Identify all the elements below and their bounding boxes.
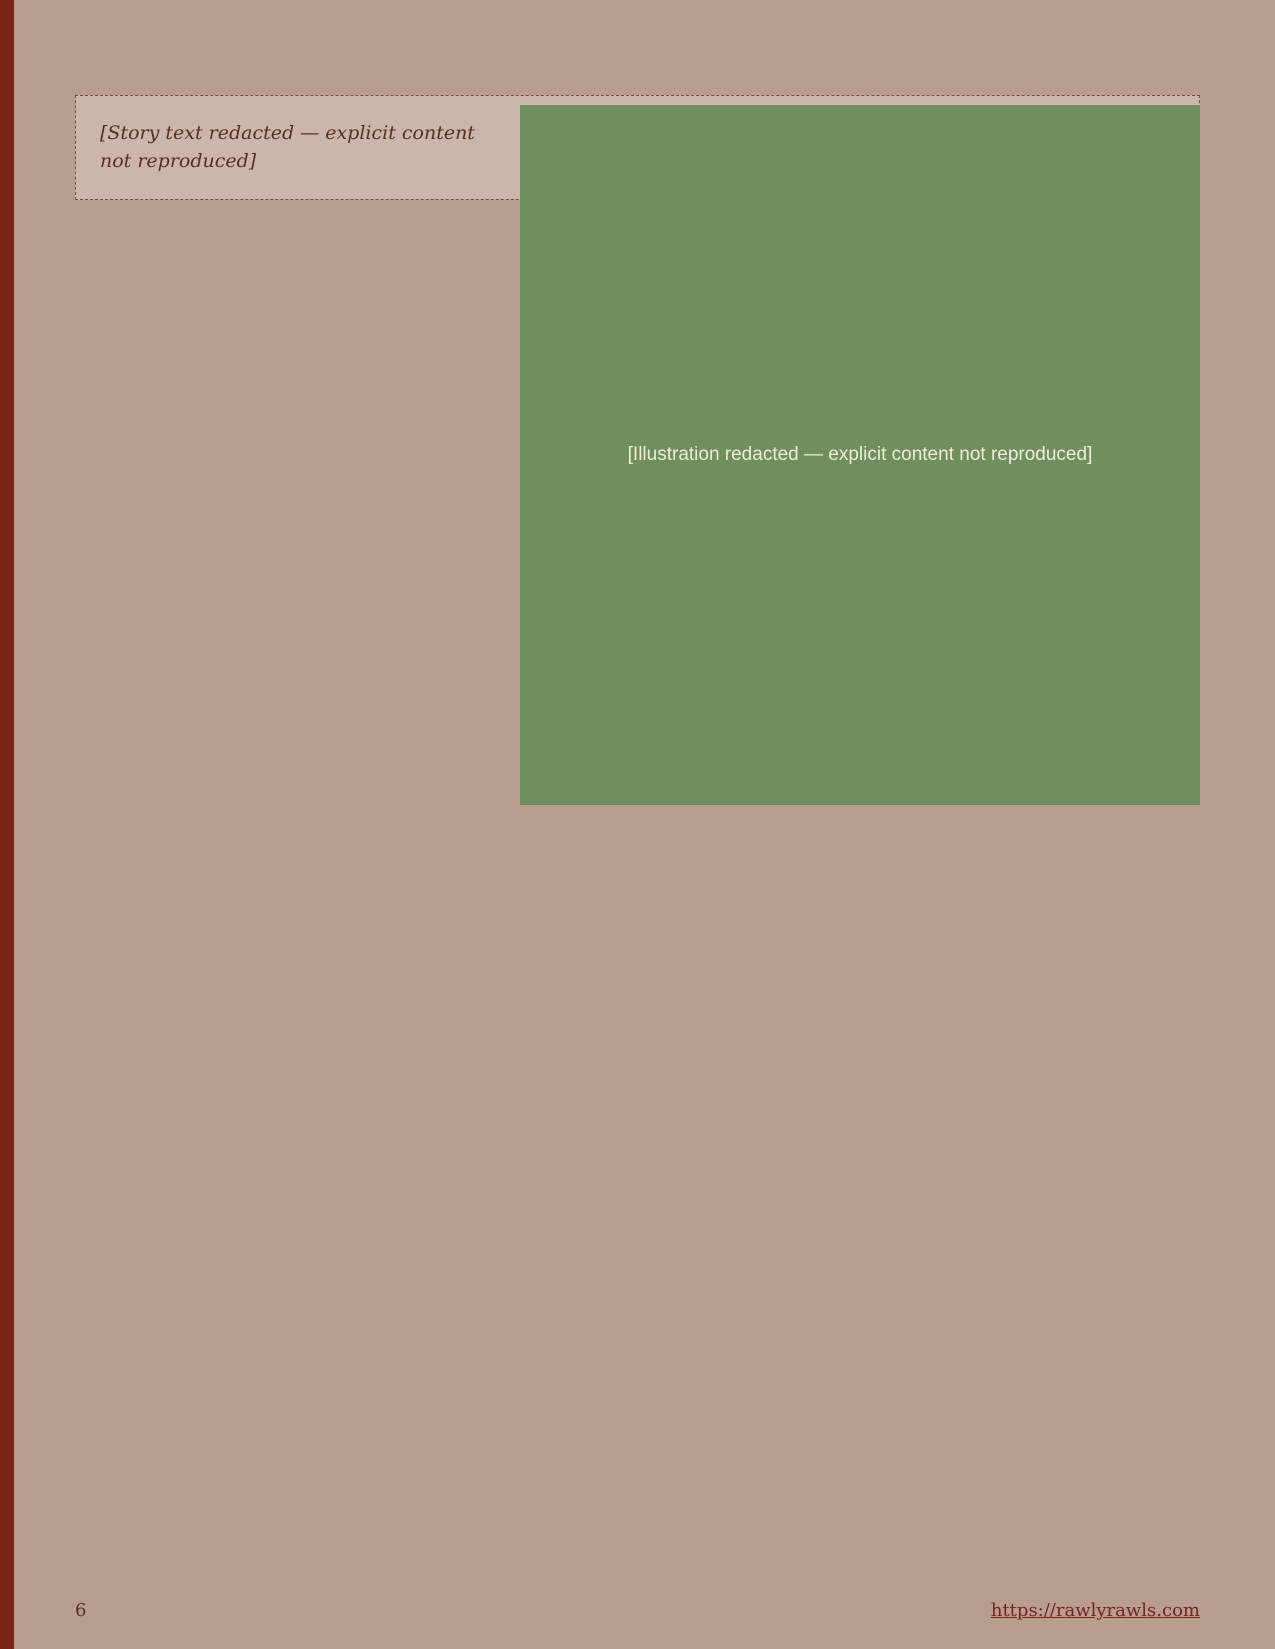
page-footer [75,1600,1200,1621]
page-body [75,95,1200,1569]
page-number: 6 [75,1600,87,1621]
story-illustration: [Illustration redacted — explicit content not reproduced] [520,105,1200,805]
body-text: [Story text redacted — explicit content not reproduced] [75,95,1200,200]
left-margin-accent [0,0,14,1649]
site-link[interactable]: https://rawlyrawls.com [990,1600,1200,1621]
